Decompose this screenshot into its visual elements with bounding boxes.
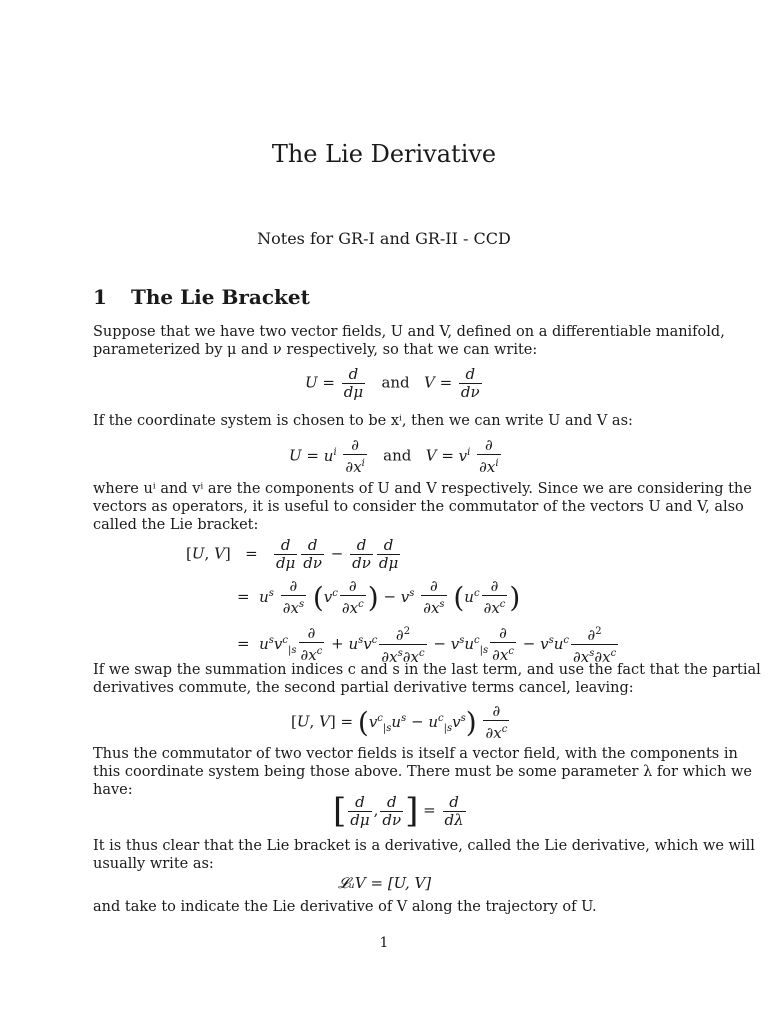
paragraph-2 — [93, 412, 673, 430]
paragraph-6 — [93, 837, 755, 873]
document-title: The Lie Derivative — [271, 140, 497, 168]
equation-1: U = $\frac{d}{d\mu}$ and V = $\frac{d}{d\nu}$ — [305, 365, 480, 401]
paragraph-1 — [93, 323, 725, 359]
equation-4: [U, $V] = (v^c_{|s}u^s - u^c_{|s}v^s)$ $\frac{\partial}{\partial x^c}$ — [291, 702, 508, 742]
paragraph-3 — [93, 480, 752, 534]
paragraph-4 — [93, 661, 761, 697]
paragraph-7 — [93, 898, 673, 916]
paragraph-line: If we swap the summation indices c and s in the last term, and use the fact that the partial — [93, 662, 761, 678]
document-subtitle: Notes for GR-I and GR-II - CCD — [257, 229, 511, 248]
paragraph-line: derivatives commute, the second partial derivative terms cancel, leaving: — [93, 680, 634, 696]
equation-connector: and — [381, 373, 410, 392]
paragraph-line: Thus the commutator of two vector fields is itself a vector field, with the components in — [93, 746, 738, 762]
paragraph-line: have: — [93, 782, 133, 798]
paragraph-line: where uⁱ and vⁱ are the components of U and V respectively. Since we are considering the — [93, 481, 752, 497]
equation-lambda: [ $\frac{d}{d\mu}$ , $\frac{d}{d\nu}$ ] = $\frac{d}{d\lambda}$ — [333, 791, 464, 831]
equation-connector: and — [383, 446, 412, 465]
paragraph-line: If the coordinate system is chosen to be xⁱ, then we can write U and V as: — [93, 413, 633, 429]
paragraph-line: called the Lie bracket: — [93, 517, 259, 533]
paragraph-line: It is thus clear that the Lie bracket is a derivative, called the Lie derivative, which we will — [93, 838, 755, 854]
paragraph-line: this coordinate system being those above. There must be some parameter λ for which we — [93, 764, 752, 780]
paragraph-line: and take to indicate the Lie derivative of V along the trajectory of U. — [93, 899, 597, 915]
paragraph-line: Suppose that we have two vector fields, U and V, defined on a differentiable manifold, — [93, 324, 725, 340]
equation-3-line-3: = $u^sv^c_{|s}$ $\frac{\partial}{\partial x^c}$ + $u^sv^c$ $\frac{\partial^2}{\partial x^s\partial x^c}$ − $v^su^c_{|s}$ $\frac{\partial}{\partial x^c}$ − $v^su^c$ $\frac{\partial^2}{\partial x^s\partial x^c}$ — [237, 624, 617, 666]
section-heading — [93, 285, 310, 309]
equation-3-line-2: = $u^s$ $\frac{\partial}{\partial x^s}$ ($v^c$ $\frac{\partial}{\partial x^c}$ ) − $v^s$ $\frac{\partial}{\partial x^s}$ ($u^c$ $\frac{\partial}{\partial x^c}$ ) — [237, 577, 521, 617]
paragraph-line: usually write as: — [93, 856, 214, 872]
paragraph-line: vectors as operators, it is useful to consider the commutator of the vectors U and V, also — [93, 499, 744, 515]
equation-lie-derivative: 𝓛ᵤV = [U, V] — [338, 874, 432, 892]
equation-3-line-1: [U, V] = $\frac{d}{d\mu}$ $\frac{d}{d\nu}$ − $\frac{d}{d\nu}$ $\frac{d}{d\mu}$ — [186, 536, 399, 572]
section-title: The Lie Bracket — [131, 285, 310, 309]
section-number: 1 — [93, 285, 107, 309]
paragraph-line: parameterized by μ and ν respectively, so that we can write: — [93, 342, 538, 358]
equation-2: $U = u^i$ $\frac{\partial}{\partial x^i}$ and $V = v^i$ $\frac{\partial}{\partial x^i}$ — [289, 436, 499, 476]
page-number: 1 — [379, 935, 389, 951]
